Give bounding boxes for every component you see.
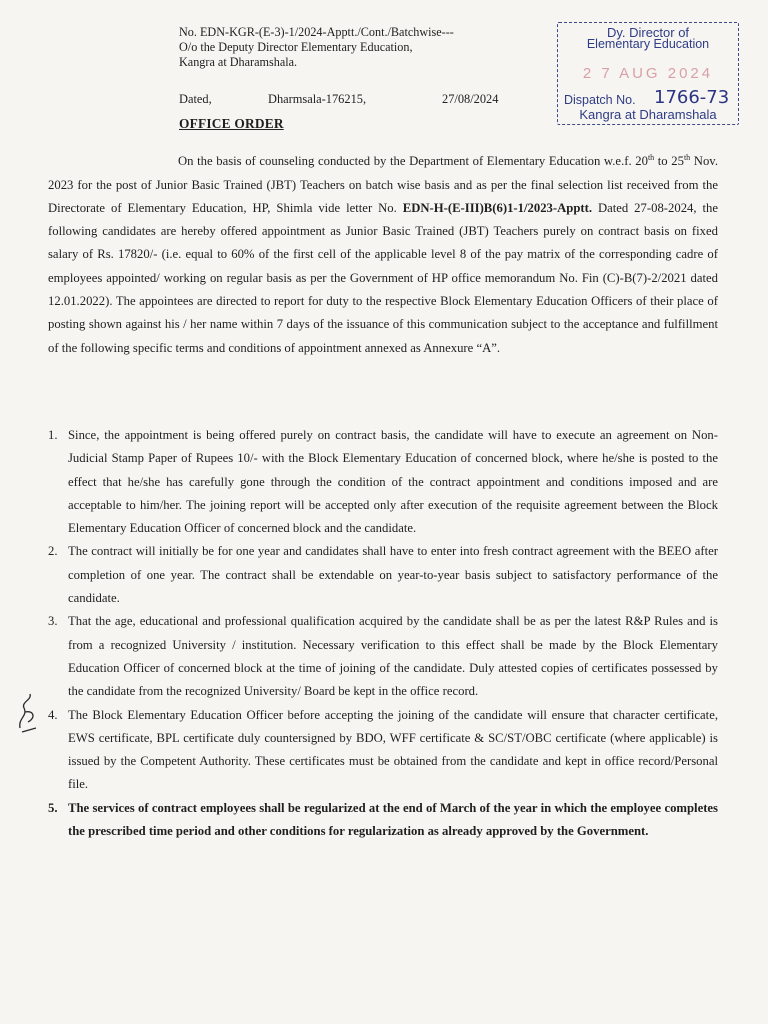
- intro-sup-1: th: [647, 153, 655, 162]
- term-number: 5.: [48, 800, 58, 815]
- reference-number: No. EDN-KGR-(E-3)-1/2024-Apptt./Cont./Batchwise---: [179, 25, 454, 39]
- letter-number: EDN-H-(E-III)B(6)1-1/2023-Apptt.: [402, 200, 592, 215]
- office-name: O/o the Deputy Director Elementary Education,: [179, 40, 413, 54]
- terms-list: [48, 424, 718, 843]
- intro-text-4: Dated 27-08-2024, the following candidates are hereby offered appointment as Junior Basic Trained (JBT) Teachers purely on contract basis on fixed salary of Rs. 17820/- (i.e. equal to 60% of the first cell of the applicable level 8 of the pay matrix of the corresponding cadre of employees appointed/ working on regular basis as per the Government of HP office memorandum No. Fin (C)-B(7)-2/2021 dated 12.01.2022). The appointees are directed to report for duty to the respective Block Elementary Education Officers of their place of posting shown against his / her name within 7 days of the issuance of this communication subject to the acceptance and fulfillment of the following specific terms and conditions of appointment annexed as Annexure “A”.: [48, 200, 719, 355]
- dated-place: Dharmsala-176215,: [268, 92, 367, 106]
- dispatch-stamp: [557, 22, 739, 125]
- intro-paragraph: [48, 146, 718, 360]
- stamp-line-4: Kangra at Dharamshala: [579, 107, 717, 122]
- list-item: [48, 424, 718, 540]
- list-item: [48, 797, 718, 844]
- term-text: That the age, educational and professional qualification acquired by the candidate shall be as per the latest R&P Rules and is from a recognized University / institution. Necessary verification to this effect shall be made by the Block Elementary Education Officer of concerned block at the time of joining of the candidate. Duly attested copies of certificates possessed by the candidate from the recognized University/ Board be kept in the office record.: [68, 614, 718, 699]
- intro-text-3: Nov. 2023 for the post of Junior Basic Trained (JBT) Teachers on batch wise basis and as per the final selection list received from the Directorate of Elementary Education, HP, Shimla vide letter No.: [48, 154, 718, 215]
- intro-text-2: to 25: [654, 154, 684, 169]
- list-item: [48, 610, 718, 703]
- stamp-dispatch-label: Dispatch No.: [564, 93, 636, 107]
- term-number: 2.: [48, 544, 58, 559]
- dated-date: 27/08/2024: [442, 92, 499, 106]
- stamp-dispatch-number: 1766-73: [654, 87, 730, 108]
- stamp-line-1: Dy. Director of: [606, 25, 690, 40]
- term-number: 1.: [48, 428, 58, 442]
- letter-header: [179, 25, 454, 70]
- stamp-line-2: Elementary Education: [586, 37, 710, 51]
- term-text: The Block Elementary Education Officer before accepting the joining of the candidate will ensure that character certificate, EWS certificate, BPL certificate duly countersigned by BDO, WFF certificate & SC/ST/OBC certificate (where applicable) is issued by the Competent Authority. These certificates must be obtained from the candidate and kept in office record/Personal file.: [68, 707, 718, 792]
- intro-sup-2: th: [683, 153, 691, 162]
- term-text: The contract will initially be for one year and candidates shall have to enter into fresh contract agreement with the BEEO after completion of one year. The contract shall be extendable on year-to-year basis subject to satisfactory performance of the candidate.: [68, 544, 718, 606]
- term-number: 3.: [48, 614, 58, 629]
- list-item: [48, 540, 718, 610]
- dated-label: Dated,: [179, 92, 212, 106]
- term-text: The services of contract employees shall be regularized at the end of March of the year in which the employee completes the prescribed time period and other conditions for regularization as already approved by the Government.: [68, 800, 718, 839]
- list-item: [48, 704, 718, 797]
- page-title: OFFICE ORDER: [179, 116, 284, 131]
- margin-initials-signature: [16, 688, 42, 736]
- term-text: Since, the appointment is being offered purely on contract basis, the candidate will have to execute an agreement on Non-Judicial Stamp Paper of Rupees 10/- with the Block Elementary Education of concerned block, where he/she is posted to the effect that he/she has carefully gone through the condition of the contract appointment and conditions imposed and are acceptable to him/her. The joining report will be accepted only after execution of the requisite agreement between the Block Elementary Education Officer of concerned block and the candidate.: [68, 428, 718, 536]
- office-location: Kangra at Dharamshala.: [179, 55, 298, 69]
- intro-text-1: On the basis of counseling conducted by the Department of Elementary Education w.e.f. 20: [178, 154, 648, 169]
- term-number: 4.: [48, 707, 58, 722]
- stamp-date: 2 7 AUG 2024: [582, 65, 714, 82]
